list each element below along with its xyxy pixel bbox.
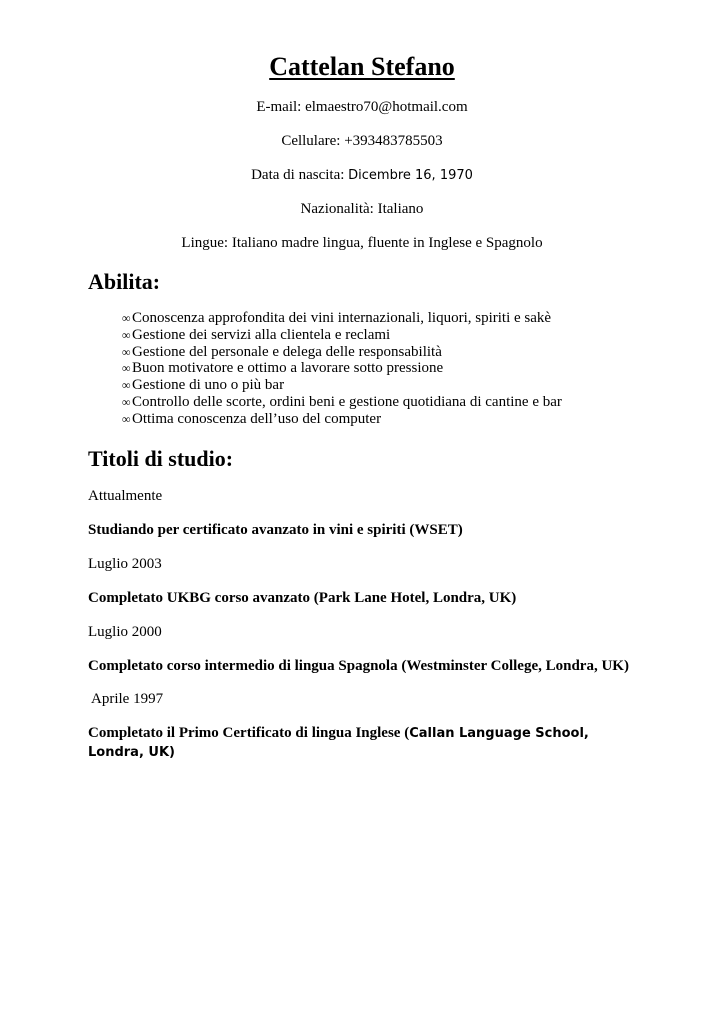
skill-text: Conoscenza approfondita dei vini internazionali, liquori, spiriti e sakè — [132, 310, 552, 326]
skill-item — [122, 327, 562, 344]
education-description — [88, 724, 633, 762]
birth-date-line — [0, 166, 724, 185]
education-description-school: Callan Language School, Londra, UK) — [88, 726, 589, 760]
infinity-bullet-icon: ∞ — [122, 311, 131, 325]
education-date: Aprile 1997 — [91, 691, 164, 707]
education-description-main: Completato il Primo Certificato di lingua Inglese ( — [88, 725, 410, 741]
cv-name-title: Cattelan Stefano — [269, 52, 455, 81]
skill-text: Gestione del personale e delega delle responsabilità — [132, 343, 442, 360]
education-description: Completato UKBG corso avanzato (Park Lane Hotel, Londra, UK) — [88, 590, 517, 606]
infinity-bullet-icon: ∞ — [122, 344, 131, 359]
skill-item — [122, 394, 562, 411]
email-label: E-mail: — [256, 99, 306, 115]
nationality-line — [0, 200, 724, 218]
infinity-bullet-icon: ∞ — [122, 411, 131, 426]
education-date: Luglio 2003 — [88, 556, 162, 572]
education-date: Luglio 2000 — [88, 624, 162, 640]
skill-text: Gestione di uno o più bar — [132, 377, 285, 394]
skill-item — [122, 377, 562, 394]
phone-label: Cellulare: — [281, 133, 345, 149]
nationality-value: Italiano — [377, 201, 424, 217]
education-description: Studiando per certificato avanzato in vini e spiriti (WSET) — [88, 522, 463, 538]
skill-text: Buon motivatore e ottimo a lavorare sotto pressione — [132, 360, 444, 377]
infinity-bullet-icon: ∞ — [122, 327, 131, 342]
skills-heading: Abilita: — [88, 269, 161, 294]
skill-item — [122, 310, 562, 327]
languages-label: Lingue: — [181, 235, 232, 251]
education-heading: Titoli di studio: — [88, 446, 234, 471]
phone-line — [0, 132, 724, 150]
email-value: elmaestro70@hotmail.com — [305, 99, 468, 115]
nationality-label: Nazionalità: — [300, 201, 378, 217]
languages-value: Italiano madre lingua, fluente in Inglese e Spagnolo — [231, 235, 543, 251]
skill-item — [122, 411, 562, 428]
infinity-bullet-icon: ∞ — [122, 394, 131, 409]
skill-text: Controllo delle scorte, ordini beni e gestione quotidiana di cantine e bar — [132, 393, 562, 410]
languages-line — [0, 234, 724, 252]
email-line — [0, 98, 724, 116]
phone-value: +393483785503 — [344, 133, 443, 149]
infinity-bullet-icon: ∞ — [122, 378, 131, 393]
skill-item — [122, 360, 562, 377]
skill-item — [122, 344, 562, 361]
skill-text: Ottima conoscenza dell’uso del computer — [132, 410, 382, 427]
infinity-bullet-icon: ∞ — [122, 361, 131, 376]
birth-date-label: Data di nascita: — [251, 167, 349, 183]
education-description: Completato corso intermedio di lingua Spagnola (Westminster College, Londra, UK) — [88, 658, 629, 674]
skill-text: Gestione dei servizi alla clientela e reclami — [132, 326, 391, 343]
birth-date-value: Dicembre 16, 1970 — [348, 168, 473, 183]
education-date: Attualmente — [88, 488, 163, 504]
skills-list — [122, 310, 562, 428]
